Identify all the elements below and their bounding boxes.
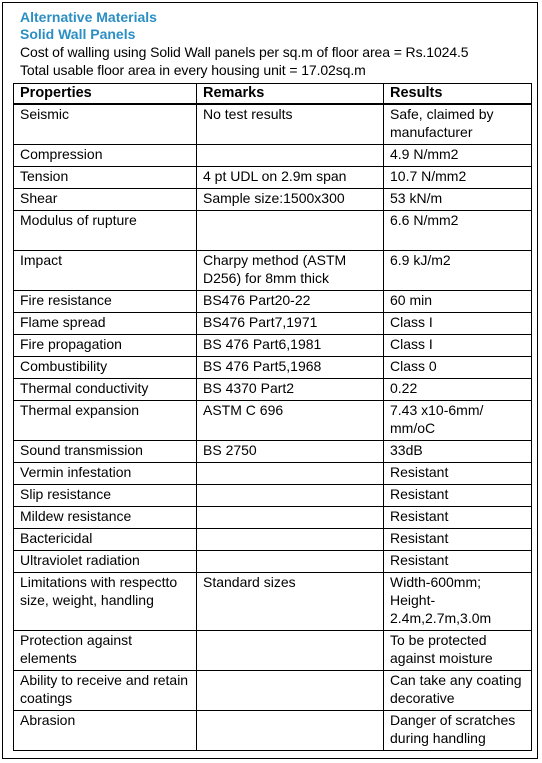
cell-results: Resistant [384,463,532,485]
table-row [14,104,532,145]
cell-property: Modulus of rupture [14,211,197,251]
table-row [14,313,532,335]
properties-table [13,83,532,751]
cell-remarks [197,711,384,751]
cell-remarks [197,211,384,251]
cell-remarks [197,529,384,551]
cell-property: Ability to receive and retain coatings [14,671,197,711]
cell-property: Limitations with respectto size, weight, handling [14,573,197,631]
table-row [14,711,532,751]
cell-property: Thermal conductivity [14,379,197,401]
cell-property: Ultraviolet radiation [14,551,197,573]
cell-remarks: No test results [197,104,384,145]
table-row [14,189,532,211]
table-row [14,529,532,551]
header-remarks: Remarks [197,84,384,105]
table-row [14,335,532,357]
cell-remarks [197,145,384,167]
table-row [14,291,532,313]
document-header [3,3,537,79]
table-header-row [14,84,532,105]
cell-remarks: ASTM C 696 [197,401,384,441]
cell-results: 4.9 N/mm2 [384,145,532,167]
cell-remarks [197,671,384,711]
table-row [14,507,532,529]
title-line-2: Solid Wall Panels [20,26,136,42]
table-row [14,379,532,401]
table-row [14,463,532,485]
cell-remarks: BS 2750 [197,441,384,463]
cell-remarks: Standard sizes [197,573,384,631]
cell-results: Resistant [384,485,532,507]
cell-results: 6.6 N/mm2 [384,211,532,251]
cell-remarks: Sample size:1500x300 [197,189,384,211]
table-row [14,485,532,507]
table-row [14,145,532,167]
cell-remarks [197,485,384,507]
table-row [14,631,532,671]
cell-property: Protection against elements [14,631,197,671]
cell-property: Sound transmission [14,441,197,463]
floor-area-info: Total usable floor area in every housing unit = 17.02sq.m [20,62,366,78]
cell-property: Fire resistance [14,291,197,313]
cell-property: Shear [14,189,197,211]
cell-remarks [197,507,384,529]
cell-remarks [197,463,384,485]
cell-property: Fire propagation [14,335,197,357]
table-row [14,167,532,189]
cell-remarks: Charpy method (ASTM D256) for 8mm thick [197,251,384,291]
cell-results: To be protected against moisture [384,631,532,671]
cell-results: Class 0 [384,357,532,379]
table-row [14,671,532,711]
cell-property: Impact [14,251,197,291]
cell-property: Combustibility [14,357,197,379]
cell-results: 0.22 [384,379,532,401]
table-body [14,104,532,751]
cell-remarks: BS 476 Part6,1981 [197,335,384,357]
cell-remarks: BS476 Part20-22 [197,291,384,313]
cell-property: Seismic [14,104,197,145]
cell-property: Thermal expansion [14,401,197,441]
cost-info: Cost of walling using Solid Wall panels per sq.m of floor area = Rs.1024.5 [20,44,469,60]
cell-remarks: BS476 Part7,1971 [197,313,384,335]
cell-results: Can take any coating decorative [384,671,532,711]
cell-remarks: 4 pt UDL on 2.9m span [197,167,384,189]
cell-results: Width-600mm; Height- 2.4m,2.7m,3.0m [384,573,532,631]
cell-remarks: BS 4370 Part2 [197,379,384,401]
cell-remarks [197,551,384,573]
table-row [14,251,532,291]
cell-results: 7.43 x10-6mm/ mm/oC [384,401,532,441]
cell-results: 10.7 N/mm2 [384,167,532,189]
cell-property: Tension [14,167,197,189]
table-row [14,401,532,441]
cell-property: Bactericidal [14,529,197,551]
header-properties: Properties [14,84,197,105]
cell-results: Class I [384,313,532,335]
cell-results: Resistant [384,507,532,529]
cell-results: 6.9 kJ/m2 [384,251,532,291]
table-row [14,551,532,573]
header-results: Results [384,84,532,105]
cell-property: Abrasion [14,711,197,751]
cell-property: Flame spread [14,313,197,335]
cell-results: Resistant [384,529,532,551]
cell-results: Danger of scratches during handling [384,711,532,751]
cell-property: Mildew resistance [14,507,197,529]
cell-remarks: BS 476 Part5,1968 [197,357,384,379]
cell-remarks [197,631,384,671]
cell-results: Class I [384,335,532,357]
table-row [14,573,532,631]
cell-results: Resistant [384,551,532,573]
table-row [14,357,532,379]
table-row [14,211,532,251]
cell-property: Slip resistance [14,485,197,507]
table-row [14,441,532,463]
cell-results: 60 min [384,291,532,313]
cell-property: Compression [14,145,197,167]
title-line-1: Alternative Materials [20,9,157,25]
cell-property: Vermin infestation [14,463,197,485]
cell-results: 53 kN/m [384,189,532,211]
cell-results: 33dB [384,441,532,463]
cell-results: Safe, claimed by manufacturer [384,104,532,145]
